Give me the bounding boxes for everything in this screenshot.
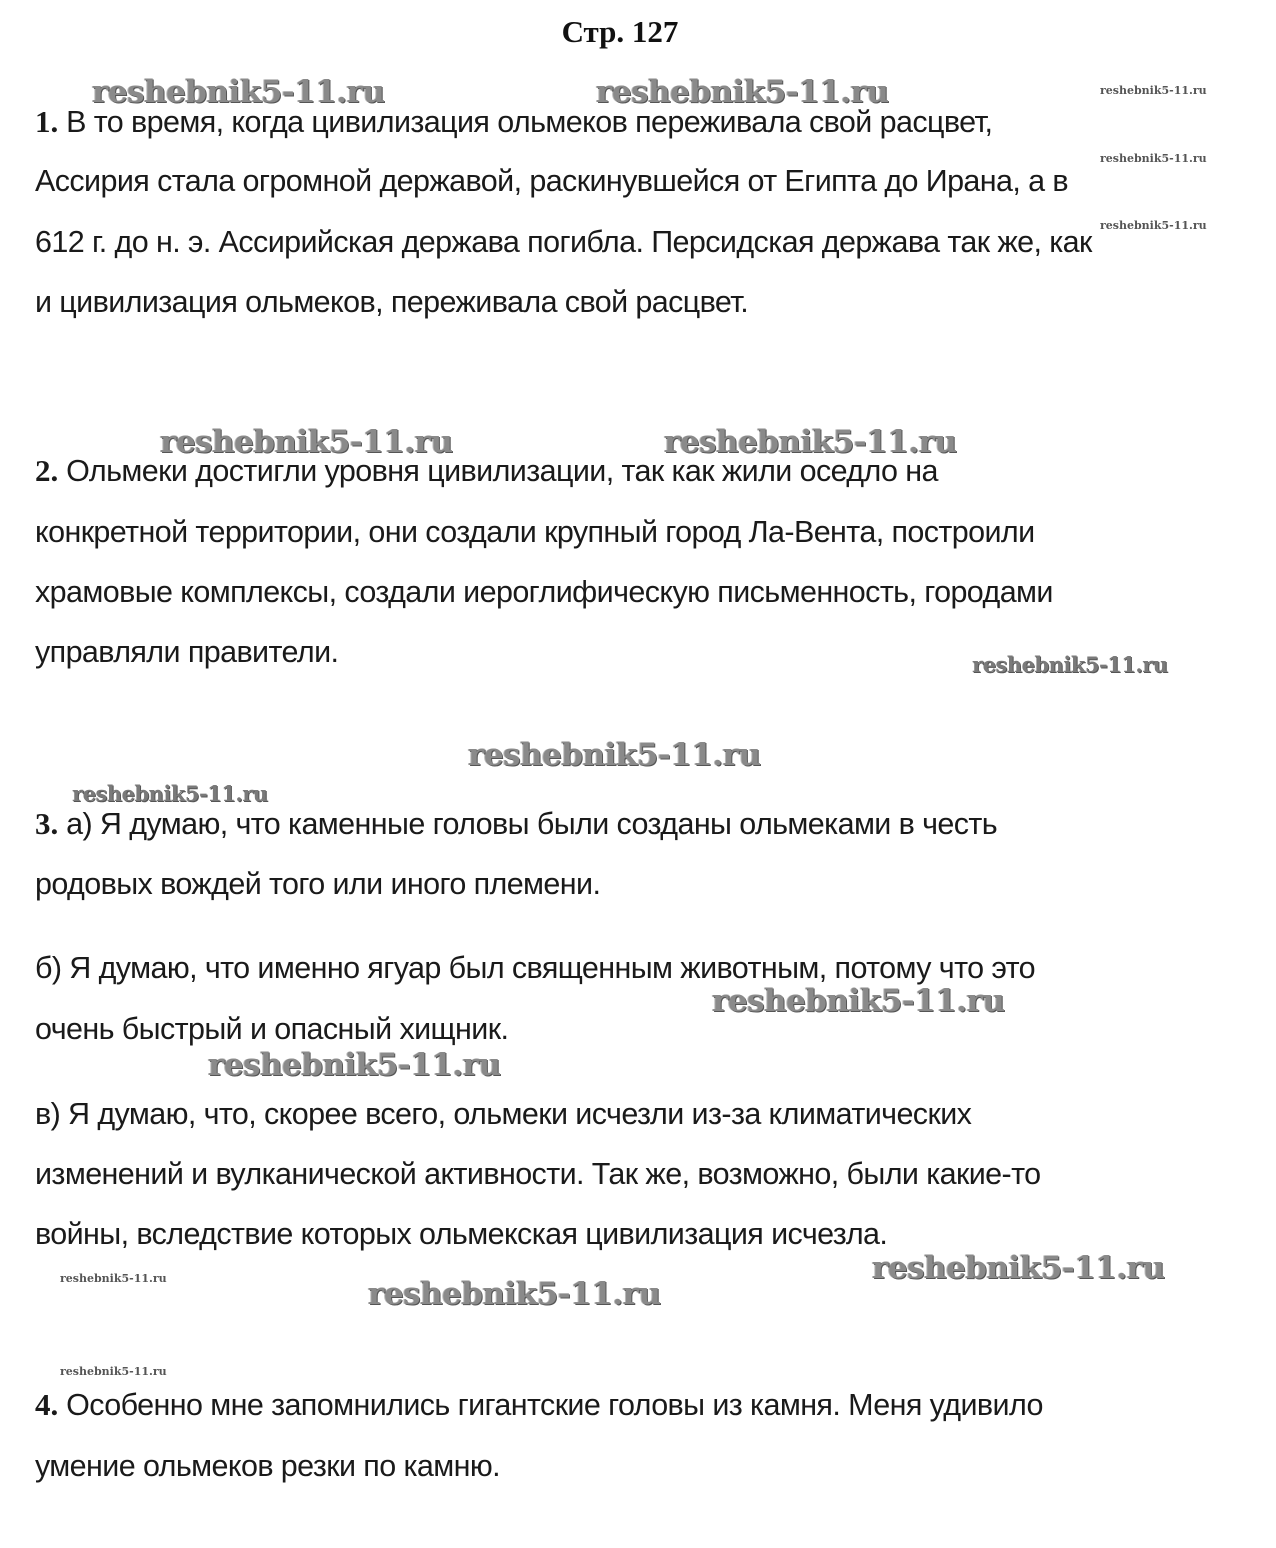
answer-1-text-1: В то время, когда цивилизация ольмеков переживала свой расцвет, — [66, 105, 993, 139]
watermark-logo: reshebnik5-11.ru — [468, 737, 761, 773]
answer-3-number: 3. — [35, 806, 59, 841]
answer-3c-line-1: в) Я думаю, что, скорее всего, ольмеки исчезли из-за климатических — [35, 1097, 972, 1131]
answer-1-line-4: и цивилизация ольмеков, переживала свой расцвет. — [35, 285, 749, 319]
answer-3c-line-3: войны, вследствие которых ольмекская цивилизация исчезла. — [35, 1217, 888, 1251]
answer-2-line-2: конкретной территории, они создали крупный город Ла-Вента, построили — [35, 515, 1035, 549]
answer-4-number: 4. — [35, 1387, 59, 1422]
answer-1-line-3: 612 г. до н. э. Ассирийская держава погибла. Персидская держава так же, как — [35, 225, 1092, 259]
watermark-logo: reshebnik5-11.ru — [1100, 152, 1207, 165]
answer-3a-line-2: родовых вождей того или иного племени. — [35, 867, 601, 901]
watermark-logo: reshebnik5-11.ru — [872, 1250, 1165, 1286]
answer-2-text-1: Ольмеки достигли уровня цивилизации, так как жили оседло на — [66, 454, 938, 488]
answer-3a-text-1: а) Я думаю, что каменные головы были созданы ольмеками в честь — [66, 807, 998, 841]
answer-4-line-1 — [35, 1387, 1043, 1423]
answer-3b-line-2: очень быстрый и опасный хищник. — [35, 1012, 509, 1046]
watermark-logo: reshebnik5-11.ru — [712, 983, 1005, 1019]
watermark-logo: reshebnik5-11.ru — [208, 1047, 501, 1083]
answer-4-line-2: умение ольмеков резки по камню. — [35, 1449, 500, 1483]
answer-3c-line-2: изменений и вулканической активности. Так же, возможно, были какие-то — [35, 1157, 1041, 1191]
answer-3b-line-1: б) Я думаю, что именно ягуар был священным животным, потому что это — [35, 951, 1036, 985]
watermark-logo: reshebnik5-11.ru — [72, 781, 268, 806]
watermark-logo: reshebnik5-11.ru — [92, 74, 385, 110]
answer-1-line-2: Ассирия стала огромной державой, раскинувшейся от Египта до Ирана, а в — [35, 164, 1068, 198]
watermark-logo: reshebnik5-11.ru — [60, 1365, 167, 1378]
watermark-logo: reshebnik5-11.ru — [60, 1272, 167, 1285]
watermark-logo: reshebnik5-11.ru — [160, 424, 453, 460]
answer-2-number: 2. — [35, 453, 59, 488]
watermark-logo: reshebnik5-11.ru — [1100, 84, 1207, 97]
answer-4-text-1: Особенно мне запомнились гигантские головы из камня. Меня удивило — [66, 1388, 1043, 1422]
answer-3a-line-1 — [35, 806, 997, 842]
answer-2-line-3: храмовые комплексы, создали иероглифическую письменность, городами — [35, 575, 1053, 609]
answer-2-line-4: управляли правители. — [35, 635, 339, 669]
watermark-logo: reshebnik5-11.ru — [596, 74, 889, 110]
watermark-logo: reshebnik5-11.ru — [664, 424, 957, 460]
answer-1-number: 1. — [35, 104, 59, 139]
page-title: Стр. 127 — [561, 14, 679, 49]
watermark-logo: reshebnik5-11.ru — [972, 652, 1168, 677]
watermark-logo: reshebnik5-11.ru — [1100, 219, 1207, 232]
watermark-logo: reshebnik5-11.ru — [368, 1276, 661, 1312]
